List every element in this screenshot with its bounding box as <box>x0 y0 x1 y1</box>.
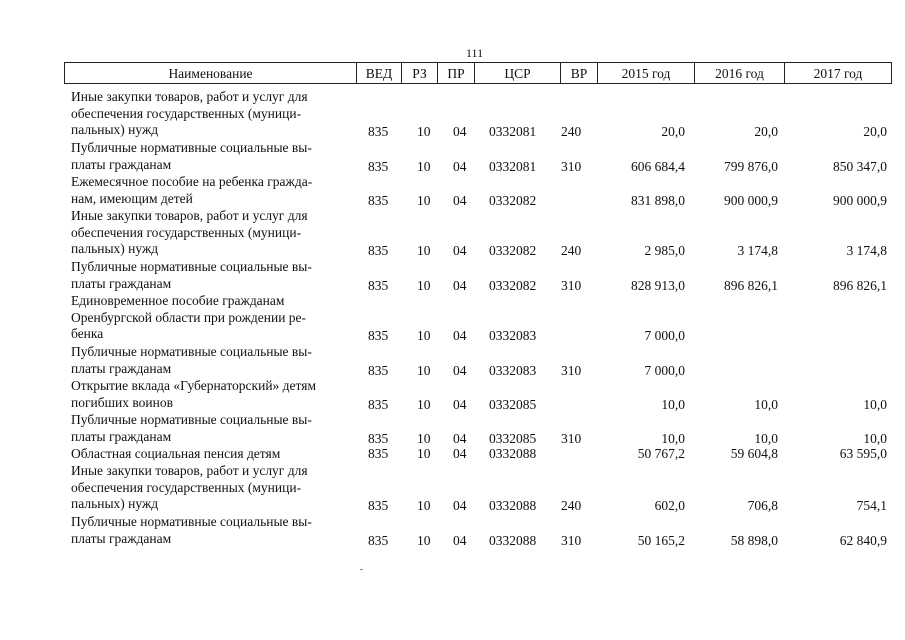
row-2016: 10,0 <box>754 396 778 412</box>
row-ved: 835 <box>368 124 389 140</box>
row-name-line: нам, имеющим детей <box>71 190 193 206</box>
row-name-line: обеспечения государственных (муници- <box>71 479 302 495</box>
header-2017: 2017 год <box>813 66 863 81</box>
row-2017: 62 840,9 <box>839 532 887 548</box>
row-pr: 04 <box>453 430 467 446</box>
row-2016: 10,0 <box>754 430 778 446</box>
row-ved: 835 <box>368 446 389 461</box>
row-name-line: Открытие вклада «Губернаторский» детям <box>71 378 317 393</box>
row-ved: 835 <box>368 430 389 446</box>
row-2015: 2 985,0 <box>644 243 685 259</box>
row-ved: 835 <box>368 396 389 412</box>
row-2015: 7 000,0 <box>644 362 685 378</box>
row-name-line: бенка <box>71 326 104 342</box>
table-header <box>64 62 892 84</box>
row-name <box>71 463 361 513</box>
header-csr: ЦСР <box>475 63 561 83</box>
header-ved: ВЕД <box>357 63 402 83</box>
row-vr: 310 <box>561 362 582 378</box>
row-csr: 0332081 <box>489 158 537 174</box>
row-name-line: платы гражданам <box>71 428 172 444</box>
row-name-line: Публичные нормативные социальные вы- <box>71 514 312 529</box>
row-2015: 50 165,2 <box>637 532 685 548</box>
row-pr: 04 <box>453 243 467 259</box>
row-name <box>71 378 361 411</box>
row-vr: 310 <box>561 532 582 548</box>
row-name-line: платы гражданам <box>71 275 172 291</box>
row-csr: 0332082 <box>489 192 537 208</box>
row-name-line: погибших воинов <box>71 394 173 410</box>
row-name-line: Единовременное пособие гражданам <box>71 293 285 308</box>
row-name-line: Ежемесячное пособие на ребенка гражда- <box>71 174 313 189</box>
row-pr: 04 <box>453 192 467 208</box>
row-vr: 310 <box>561 158 582 174</box>
row-rz: 10 <box>417 192 431 208</box>
row-name-line: обеспечения государственных (муници- <box>71 224 302 240</box>
row-2017: 63 595,0 <box>839 446 887 461</box>
row-pr: 04 <box>453 396 467 412</box>
row-ved: 835 <box>368 243 389 259</box>
row-2015: 828 913,0 <box>631 277 685 293</box>
row-2017: 850 347,0 <box>833 158 887 174</box>
row-name-line: обеспечения государственных (муници- <box>71 105 302 121</box>
row-name-line: Областная социальная пенсия детям <box>71 446 281 461</box>
row-name-line: Публичные нормативные социальные вы- <box>71 140 312 155</box>
header-rz: РЗ <box>402 63 438 83</box>
header-2015: 2015 год <box>598 63 695 83</box>
row-csr: 0332081 <box>489 124 537 140</box>
row-ved: 835 <box>368 158 389 174</box>
row-name-line: платы гражданам <box>71 156 172 172</box>
row-csr: 0332083 <box>489 328 537 344</box>
row-vr: 240 <box>561 243 582 259</box>
row-2015: 606 684,4 <box>631 158 685 174</box>
row-csr: 0332085 <box>489 396 537 412</box>
row-2016: 896 826,1 <box>724 277 778 293</box>
row-pr: 04 <box>453 532 467 548</box>
row-name <box>71 293 361 343</box>
row-2017: 896 826,1 <box>833 277 887 293</box>
row-ved: 835 <box>368 277 389 293</box>
row-rz: 10 <box>417 243 431 259</box>
row-name-line: Иные закупки товаров, работ и услуг для <box>71 463 308 478</box>
row-pr: 04 <box>453 446 467 461</box>
row-pr: 04 <box>453 328 467 344</box>
row-name-line: Оренбургской области при рождении ре- <box>71 309 307 325</box>
row-2016: 58 898,0 <box>730 532 778 548</box>
row-pr: 04 <box>453 362 467 378</box>
row-name <box>71 174 361 207</box>
row-2015: 831 898,0 <box>631 192 685 208</box>
row-2015: 10,0 <box>661 430 685 446</box>
row-pr: 04 <box>453 124 467 140</box>
row-rz: 10 <box>417 430 431 446</box>
row-2016: 706,8 <box>747 498 778 514</box>
row-rz: 10 <box>417 328 431 344</box>
row-rz: 10 <box>417 277 431 293</box>
row-name-line: Иные закупки товаров, работ и услуг для <box>71 208 308 223</box>
row-name-line: пальных) нужд <box>71 241 159 257</box>
row-2017: 20,0 <box>863 124 887 140</box>
row-2015: 50 767,2 <box>637 446 685 461</box>
row-name-line: Публичные нормативные социальные вы- <box>71 412 312 427</box>
row-name <box>71 446 361 463</box>
row-rz: 10 <box>417 158 431 174</box>
row-2016: 900 000,9 <box>724 192 778 208</box>
row-rz: 10 <box>417 396 431 412</box>
row-csr: 0332082 <box>489 277 537 293</box>
row-name <box>71 208 361 258</box>
row-vr: 240 <box>561 498 582 514</box>
row-2016: 799 876,0 <box>724 158 778 174</box>
row-ved: 835 <box>368 328 389 344</box>
row-rz: 10 <box>417 124 431 140</box>
row-name-line: Иные закупки товаров, работ и услуг для <box>71 89 308 104</box>
row-2016: 59 604,8 <box>730 446 778 461</box>
row-name-line: пальных) нужд <box>71 496 159 512</box>
row-2015: 10,0 <box>661 396 685 412</box>
row-2017: 10,0 <box>863 430 887 446</box>
row-name <box>71 514 361 547</box>
page-number: 111 <box>466 46 484 60</box>
row-2015: 20,0 <box>661 124 685 140</box>
row-csr: 0332083 <box>489 362 537 378</box>
row-ved: 835 <box>368 498 389 514</box>
row-2015: 7 000,0 <box>644 328 685 344</box>
row-name-line: платы гражданам <box>71 530 172 546</box>
row-name <box>71 140 361 173</box>
header-name: Наименование <box>65 63 357 83</box>
row-name-line: платы гражданам <box>71 360 172 376</box>
row-2017: 10,0 <box>863 396 887 412</box>
row-vr: 240 <box>561 124 582 140</box>
scan-speck <box>360 569 363 570</box>
row-csr: 0332085 <box>489 430 537 446</box>
row-rz: 10 <box>417 498 431 514</box>
row-name-line: пальных) нужд <box>71 122 159 138</box>
row-ved: 835 <box>368 362 389 378</box>
row-name-line: Публичные нормативные социальные вы- <box>71 344 312 359</box>
row-vr: 310 <box>561 430 582 446</box>
row-csr: 0332088 <box>489 498 537 514</box>
row-pr: 04 <box>453 277 467 293</box>
header-vr: ВР <box>561 63 598 83</box>
row-vr: 310 <box>561 277 582 293</box>
row-name <box>71 259 361 292</box>
header-2016: 2016 год <box>695 63 785 83</box>
row-2017: 900 000,9 <box>833 192 887 208</box>
row-rz: 10 <box>417 446 431 461</box>
row-2016: 3 174,8 <box>737 243 778 259</box>
row-name <box>71 412 361 445</box>
row-name <box>71 89 361 139</box>
row-rz: 10 <box>417 362 431 378</box>
row-pr: 04 <box>453 498 467 514</box>
row-2015: 602,0 <box>654 498 685 514</box>
row-ved: 835 <box>368 532 389 548</box>
row-2017: 3 174,8 <box>846 243 887 259</box>
row-csr: 0332088 <box>489 446 537 461</box>
row-name <box>71 344 361 377</box>
row-csr: 0332082 <box>489 243 537 259</box>
row-pr: 04 <box>453 158 467 174</box>
row-rz: 10 <box>417 532 431 548</box>
row-ved: 835 <box>368 192 389 208</box>
header-pr: ПР <box>438 63 475 83</box>
row-name-line: Публичные нормативные социальные вы- <box>71 259 312 274</box>
row-2016: 20,0 <box>754 124 778 140</box>
row-2017: 754,1 <box>856 498 887 514</box>
row-csr: 0332088 <box>489 532 537 548</box>
